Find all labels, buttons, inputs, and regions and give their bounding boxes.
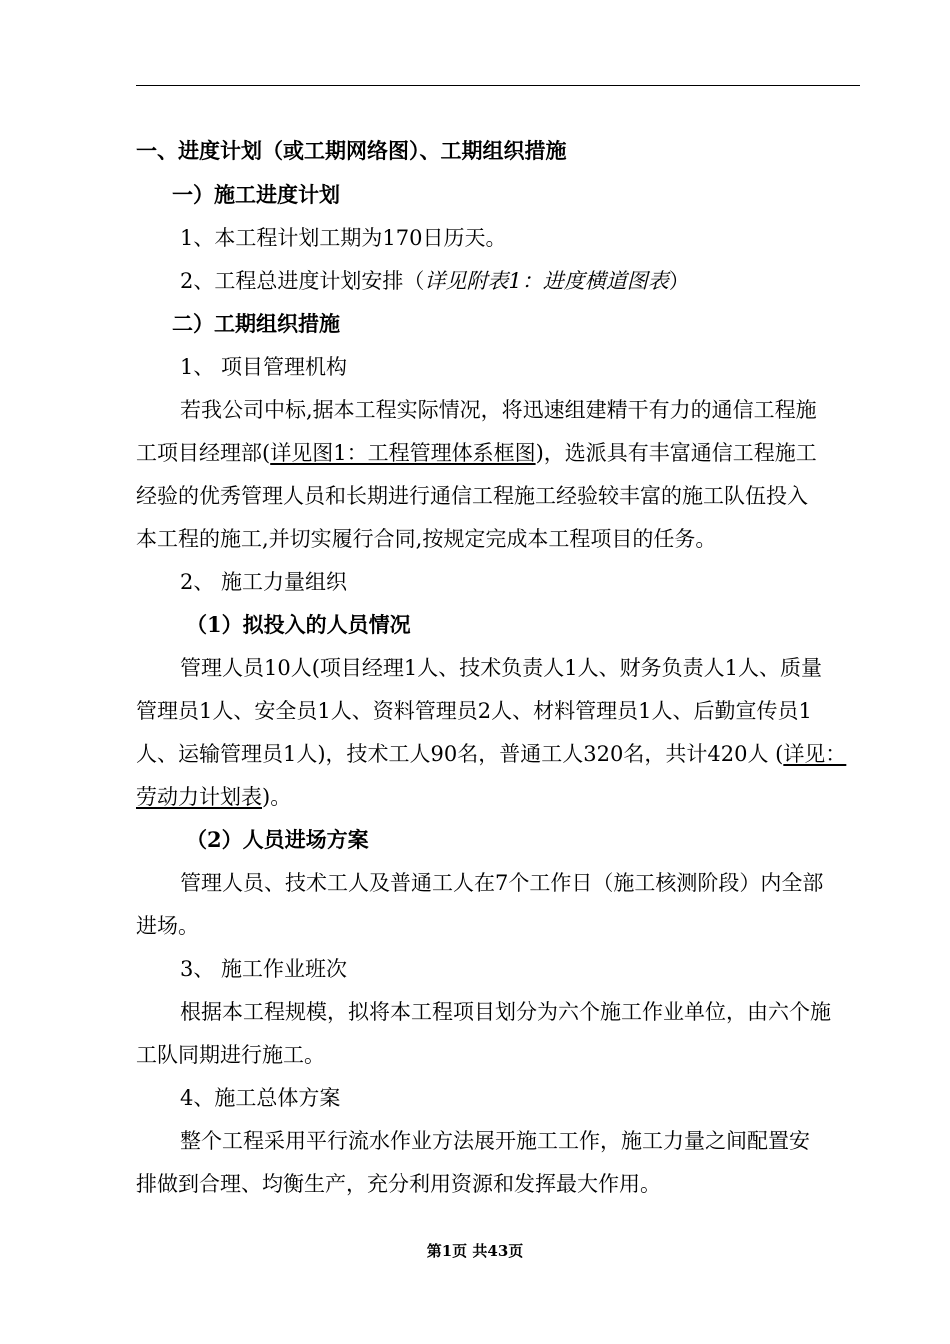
paragraph-line: 劳动力计划表)。 <box>136 785 292 809</box>
header-rule <box>136 85 860 86</box>
schedule-item-1: 1、本工程计划工期为170日历天。 <box>180 226 507 250</box>
paragraph-line: 经验的优秀管理人员和长期进行通信工程施工经验较丰富的施工队伍投入 <box>136 484 808 508</box>
paragraph-line: 排做到合理、均衡生产，充分利用资源和发挥最大作用。 <box>136 1172 661 1196</box>
figure-reference: 详见图1：工程管理体系框图 <box>270 441 536 465</box>
paragraph-line: 整个工程采用平行流水作业方法展开施工工作，施工力量之间配置安 <box>180 1129 810 1153</box>
paragraph-line: 进场。 <box>136 914 199 938</box>
paragraph-line: 管理人员10人(项目经理1人、技术负责人1人、财务负责人1人、质量 <box>180 656 822 680</box>
paragraph-line: 工队同期进行施工。 <box>136 1043 325 1067</box>
paragraph-line: 管理人员、技术工人及普通工人在7个工作日（施工核测阶段）内全部 <box>180 871 824 895</box>
sub-item-onsite: （2）人员进场方案 <box>186 827 369 852</box>
section-heading-1: 一、进度计划（或工期网络图）、工期组织措施 <box>136 138 567 163</box>
sub-item-personnel: （1）拟投入的人员情况 <box>186 612 411 637</box>
measure-4-heading: 4、施工总体方案 <box>180 1086 341 1110</box>
labor-plan-reference: 详见： <box>783 742 847 766</box>
paragraph-line: 人、运输管理员1人)，技术工人90名，普通工人320名，共计420人 (详见： <box>136 742 847 766</box>
measure-3-heading: 3、 施工作业班次 <box>180 957 348 981</box>
schedule-item-2: 2、工程总进度计划安排（详见附表1：进度横道图表） <box>180 269 690 293</box>
measure-1-heading: 1、 项目管理机构 <box>180 355 348 379</box>
subheading-measures: 二）工期组织措施 <box>172 311 340 336</box>
labor-plan-reference: 劳动力计划表 <box>136 785 262 809</box>
subheading-schedule: 一）施工进度计划 <box>172 182 340 207</box>
paragraph-line: 本工程的施工,并切实履行合同,按规定完成本工程项目的任务。 <box>136 527 717 551</box>
paragraph-line: 若我公司中标,据本工程实际情况，将迅速组建精干有力的通信工程施 <box>180 398 817 422</box>
page-footer: 第1页 共43页 <box>426 1242 524 1260</box>
measure-2-heading: 2、 施工力量组织 <box>180 570 348 594</box>
appendix-reference: 详见附表1：进度横道图表 <box>424 269 669 293</box>
paragraph-line: 根据本工程规模，拟将本工程项目划分为六个施工作业单位，由六个施 <box>180 1000 831 1024</box>
paragraph-line: 管理员1人、安全员1人、资料管理员2人、材料管理员1人、后勤宣传员1 <box>136 699 812 723</box>
paragraph-line: 工项目经理部(详见图1：工程管理体系框图)，选派具有丰富通信工程施工 <box>136 441 817 465</box>
